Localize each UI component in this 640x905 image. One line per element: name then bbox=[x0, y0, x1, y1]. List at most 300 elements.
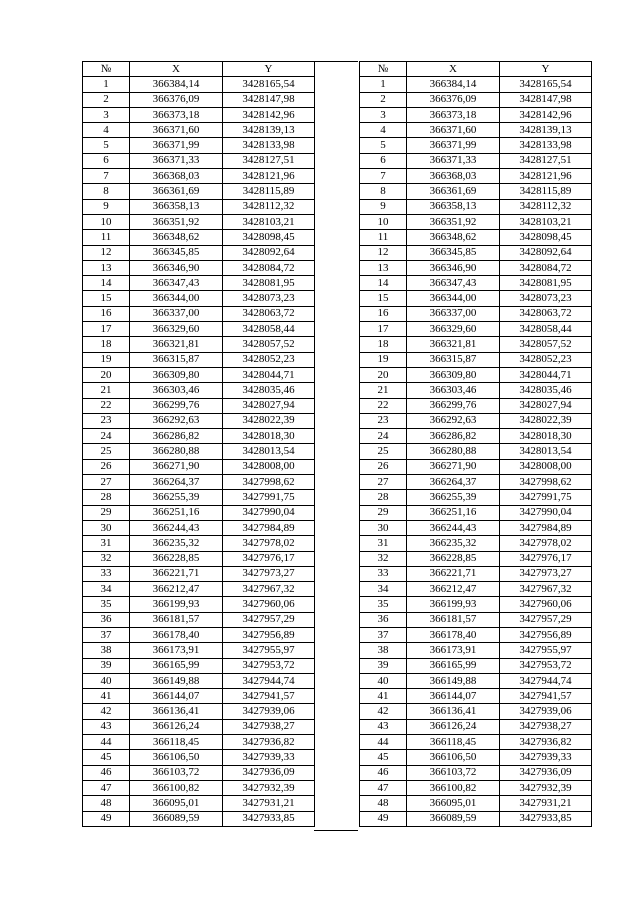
cell-x: 366181,57 bbox=[130, 612, 223, 627]
cell-y: 3427938,27 bbox=[500, 719, 592, 734]
cell-y: 3428013,54 bbox=[500, 444, 592, 459]
cell-y: 3428035,46 bbox=[500, 383, 592, 398]
cell-number: 37 bbox=[360, 627, 407, 642]
table-row bbox=[360, 291, 592, 306]
cell-number: 22 bbox=[83, 398, 130, 413]
cell-x: 366103,72 bbox=[130, 765, 223, 780]
cell-y: 3428058,44 bbox=[500, 322, 592, 337]
cell-number: 13 bbox=[83, 260, 130, 275]
table-header-row bbox=[360, 62, 592, 77]
cell-x: 366371,99 bbox=[407, 138, 500, 153]
cell-x: 366347,43 bbox=[407, 276, 500, 291]
cell-number: 30 bbox=[83, 520, 130, 535]
cell-number: 32 bbox=[83, 551, 130, 566]
table-row bbox=[83, 276, 315, 291]
cell-number: 38 bbox=[83, 643, 130, 658]
table-row bbox=[360, 658, 592, 673]
table-row bbox=[360, 398, 592, 413]
cell-number: 8 bbox=[83, 184, 130, 199]
cell-y: 3428027,94 bbox=[223, 398, 315, 413]
cell-y: 3427984,89 bbox=[500, 520, 592, 535]
cell-y: 3428165,54 bbox=[223, 77, 315, 92]
coordinates-table-right bbox=[359, 61, 592, 827]
cell-number: 24 bbox=[360, 429, 407, 444]
cell-number: 20 bbox=[360, 367, 407, 382]
cell-x: 366303,46 bbox=[407, 383, 500, 398]
cell-x: 366228,85 bbox=[130, 551, 223, 566]
cell-y: 3428057,52 bbox=[223, 337, 315, 352]
cell-x: 366299,76 bbox=[130, 398, 223, 413]
table-row bbox=[83, 444, 315, 459]
cell-x: 366126,24 bbox=[130, 719, 223, 734]
cell-y: 3428121,96 bbox=[500, 169, 592, 184]
cell-y: 3428142,96 bbox=[223, 107, 315, 122]
cell-number: 26 bbox=[360, 459, 407, 474]
cell-x: 366100,82 bbox=[130, 780, 223, 795]
cell-number: 21 bbox=[83, 383, 130, 398]
cell-x: 366373,18 bbox=[130, 107, 223, 122]
table-row bbox=[360, 704, 592, 719]
table-row bbox=[83, 780, 315, 795]
cell-x: 366118,45 bbox=[130, 735, 223, 750]
cell-number: 49 bbox=[360, 811, 407, 826]
cell-y: 3428084,72 bbox=[223, 260, 315, 275]
table-row bbox=[360, 367, 592, 382]
cell-y: 3428103,21 bbox=[500, 214, 592, 229]
cell-y: 3427976,17 bbox=[223, 551, 315, 566]
cell-y: 3428073,23 bbox=[223, 291, 315, 306]
table-row bbox=[83, 352, 315, 367]
table-row bbox=[83, 536, 315, 551]
cell-y: 3427967,32 bbox=[223, 582, 315, 597]
cell-number: 34 bbox=[360, 582, 407, 597]
cell-x: 366361,69 bbox=[130, 184, 223, 199]
table-row bbox=[360, 153, 592, 168]
cell-y: 3427998,62 bbox=[500, 475, 592, 490]
table-row bbox=[360, 92, 592, 107]
cell-number: 36 bbox=[360, 612, 407, 627]
table-row bbox=[83, 551, 315, 566]
cell-number: 17 bbox=[360, 322, 407, 337]
table-row bbox=[360, 612, 592, 627]
cell-x: 366358,13 bbox=[407, 199, 500, 214]
cell-number: 49 bbox=[83, 811, 130, 826]
table-row bbox=[360, 123, 592, 138]
cell-y: 3427991,75 bbox=[223, 490, 315, 505]
cell-x: 366286,82 bbox=[407, 429, 500, 444]
cell-x: 366100,82 bbox=[407, 780, 500, 795]
cell-x: 366315,87 bbox=[407, 352, 500, 367]
cell-number: 21 bbox=[360, 383, 407, 398]
table-row bbox=[83, 337, 315, 352]
cell-x: 366321,81 bbox=[407, 337, 500, 352]
cell-x: 366199,93 bbox=[407, 597, 500, 612]
table-body bbox=[83, 77, 315, 827]
cell-y: 3427936,09 bbox=[500, 765, 592, 780]
cell-y: 3428098,45 bbox=[223, 230, 315, 245]
cell-y: 3428035,46 bbox=[223, 383, 315, 398]
cell-number: 45 bbox=[83, 750, 130, 765]
cell-number: 25 bbox=[83, 444, 130, 459]
cell-number: 3 bbox=[83, 107, 130, 122]
cell-number: 42 bbox=[83, 704, 130, 719]
cell-y: 3427978,02 bbox=[500, 536, 592, 551]
cell-x: 366344,00 bbox=[130, 291, 223, 306]
cell-number: 16 bbox=[360, 306, 407, 321]
cell-y: 3428139,13 bbox=[223, 123, 315, 138]
cell-y: 3427953,72 bbox=[223, 658, 315, 673]
cell-y: 3428092,64 bbox=[223, 245, 315, 260]
cell-x: 366165,99 bbox=[407, 658, 500, 673]
cell-y: 3428139,13 bbox=[500, 123, 592, 138]
cell-x: 366309,80 bbox=[130, 367, 223, 382]
cell-number: 5 bbox=[360, 138, 407, 153]
cell-y: 3428022,39 bbox=[223, 413, 315, 428]
table-row bbox=[360, 352, 592, 367]
header-y: Y bbox=[223, 62, 315, 77]
cell-x: 366368,03 bbox=[130, 169, 223, 184]
cell-number: 23 bbox=[360, 413, 407, 428]
cell-number: 18 bbox=[360, 337, 407, 352]
cell-x: 366351,92 bbox=[130, 214, 223, 229]
cell-number: 19 bbox=[83, 352, 130, 367]
table-row bbox=[83, 429, 315, 444]
cell-y: 3428165,54 bbox=[500, 77, 592, 92]
cell-x: 366280,88 bbox=[130, 444, 223, 459]
header-number: № bbox=[83, 62, 130, 77]
table-row bbox=[83, 704, 315, 719]
table-row bbox=[360, 520, 592, 535]
table-row bbox=[83, 77, 315, 92]
cell-number: 44 bbox=[360, 735, 407, 750]
cell-number: 14 bbox=[360, 276, 407, 291]
cell-number: 27 bbox=[83, 475, 130, 490]
cell-number: 24 bbox=[83, 429, 130, 444]
cell-y: 3427932,39 bbox=[500, 780, 592, 795]
cell-y: 3427990,04 bbox=[500, 505, 592, 520]
cell-x: 366329,60 bbox=[130, 322, 223, 337]
cell-number: 4 bbox=[360, 123, 407, 138]
cell-x: 366255,39 bbox=[407, 490, 500, 505]
table-row bbox=[360, 429, 592, 444]
cell-y: 3427939,06 bbox=[223, 704, 315, 719]
cell-x: 366376,09 bbox=[130, 92, 223, 107]
cell-number: 47 bbox=[83, 780, 130, 795]
table-row bbox=[360, 490, 592, 505]
cell-y: 3428018,30 bbox=[223, 429, 315, 444]
cell-number: 37 bbox=[83, 627, 130, 642]
table-row bbox=[360, 77, 592, 92]
table-row bbox=[83, 291, 315, 306]
cell-number: 38 bbox=[360, 643, 407, 658]
cell-x: 366126,24 bbox=[407, 719, 500, 734]
cell-y: 3427955,97 bbox=[500, 643, 592, 658]
table-row bbox=[360, 199, 592, 214]
cell-number: 47 bbox=[360, 780, 407, 795]
cell-number: 46 bbox=[83, 765, 130, 780]
table-row bbox=[83, 627, 315, 642]
table-row bbox=[83, 735, 315, 750]
cell-x: 366347,43 bbox=[130, 276, 223, 291]
cell-number: 31 bbox=[360, 536, 407, 551]
cell-number: 18 bbox=[83, 337, 130, 352]
cell-y: 3427939,06 bbox=[500, 704, 592, 719]
cell-number: 4 bbox=[83, 123, 130, 138]
cell-y: 3428044,71 bbox=[500, 367, 592, 382]
table-row bbox=[360, 169, 592, 184]
cell-x: 366264,37 bbox=[130, 475, 223, 490]
cell-y: 3428133,98 bbox=[500, 138, 592, 153]
cell-number: 33 bbox=[83, 566, 130, 581]
cell-number: 48 bbox=[83, 796, 130, 811]
cell-number: 27 bbox=[360, 475, 407, 490]
cell-x: 366221,71 bbox=[130, 566, 223, 581]
table-row bbox=[83, 505, 315, 520]
cell-number: 30 bbox=[360, 520, 407, 535]
cell-y: 3427941,57 bbox=[223, 689, 315, 704]
cell-y: 3428127,51 bbox=[223, 153, 315, 168]
cell-y: 3428092,64 bbox=[500, 245, 592, 260]
table-row bbox=[83, 107, 315, 122]
cell-y: 3428115,89 bbox=[223, 184, 315, 199]
cell-x: 366173,91 bbox=[130, 643, 223, 658]
cell-x: 366384,14 bbox=[130, 77, 223, 92]
cell-y: 3428112,32 bbox=[500, 199, 592, 214]
cell-x: 366199,93 bbox=[130, 597, 223, 612]
cell-y: 3428052,23 bbox=[223, 352, 315, 367]
cell-number: 22 bbox=[360, 398, 407, 413]
cell-y: 3427957,29 bbox=[223, 612, 315, 627]
cell-y: 3428127,51 bbox=[500, 153, 592, 168]
table-row bbox=[83, 383, 315, 398]
cell-number: 2 bbox=[360, 92, 407, 107]
cell-x: 366271,90 bbox=[407, 459, 500, 474]
cell-x: 366089,59 bbox=[407, 811, 500, 826]
cell-x: 366271,90 bbox=[130, 459, 223, 474]
table-row bbox=[360, 260, 592, 275]
table-row bbox=[360, 107, 592, 122]
cell-x: 366106,50 bbox=[130, 750, 223, 765]
cell-y: 3427960,06 bbox=[500, 597, 592, 612]
cell-y: 3428063,72 bbox=[500, 306, 592, 321]
cell-y: 3427973,27 bbox=[500, 566, 592, 581]
cell-number: 16 bbox=[83, 306, 130, 321]
cell-y: 3427998,62 bbox=[223, 475, 315, 490]
cell-y: 3428147,98 bbox=[500, 92, 592, 107]
cell-x: 366286,82 bbox=[130, 429, 223, 444]
cell-x: 366292,63 bbox=[407, 413, 500, 428]
cell-x: 366118,45 bbox=[407, 735, 500, 750]
cell-number: 46 bbox=[360, 765, 407, 780]
table-row bbox=[83, 750, 315, 765]
table-row bbox=[83, 199, 315, 214]
table-row bbox=[83, 245, 315, 260]
cell-y: 3428098,45 bbox=[500, 230, 592, 245]
cell-x: 366144,07 bbox=[407, 689, 500, 704]
cell-x: 366244,43 bbox=[407, 520, 500, 535]
cell-x: 366212,47 bbox=[130, 582, 223, 597]
table-row bbox=[83, 475, 315, 490]
cell-number: 31 bbox=[83, 536, 130, 551]
cell-x: 366351,92 bbox=[407, 214, 500, 229]
table-row bbox=[83, 413, 315, 428]
cell-x: 366244,43 bbox=[130, 520, 223, 535]
cell-y: 3428057,52 bbox=[500, 337, 592, 352]
table-row bbox=[83, 459, 315, 474]
cell-x: 366095,01 bbox=[407, 796, 500, 811]
table-row bbox=[83, 796, 315, 811]
cell-number: 36 bbox=[83, 612, 130, 627]
cell-x: 366221,71 bbox=[407, 566, 500, 581]
cell-x: 366345,85 bbox=[130, 245, 223, 260]
cell-number: 43 bbox=[83, 719, 130, 734]
table-row bbox=[360, 627, 592, 642]
table-row bbox=[83, 306, 315, 321]
table-row bbox=[360, 536, 592, 551]
cell-x: 366228,85 bbox=[407, 551, 500, 566]
table-row bbox=[360, 184, 592, 199]
cell-y: 3427976,17 bbox=[500, 551, 592, 566]
cell-x: 366136,41 bbox=[130, 704, 223, 719]
cell-y: 3428058,44 bbox=[223, 322, 315, 337]
table-row bbox=[83, 153, 315, 168]
table-row bbox=[83, 214, 315, 229]
table-row bbox=[360, 459, 592, 474]
cell-number: 26 bbox=[83, 459, 130, 474]
table-row bbox=[83, 811, 315, 826]
cell-x: 366321,81 bbox=[130, 337, 223, 352]
cell-number: 20 bbox=[83, 367, 130, 382]
cell-number: 25 bbox=[360, 444, 407, 459]
table-row bbox=[83, 123, 315, 138]
table-row bbox=[83, 612, 315, 627]
cell-y: 3427933,85 bbox=[500, 811, 592, 826]
table-row bbox=[360, 475, 592, 490]
cell-y: 3428008,00 bbox=[223, 459, 315, 474]
cell-x: 366371,60 bbox=[407, 123, 500, 138]
cell-x: 366346,90 bbox=[407, 260, 500, 275]
cell-x: 366255,39 bbox=[130, 490, 223, 505]
table-row bbox=[83, 367, 315, 382]
cell-y: 3427939,33 bbox=[500, 750, 592, 765]
cell-x: 366299,76 bbox=[407, 398, 500, 413]
cell-x: 366345,85 bbox=[407, 245, 500, 260]
cell-y: 3427944,74 bbox=[500, 673, 592, 688]
table-row bbox=[360, 566, 592, 581]
table-row bbox=[360, 444, 592, 459]
table-row bbox=[83, 322, 315, 337]
table-row bbox=[83, 169, 315, 184]
cell-x: 366212,47 bbox=[407, 582, 500, 597]
table-row bbox=[83, 673, 315, 688]
cell-number: 7 bbox=[360, 169, 407, 184]
cell-number: 29 bbox=[83, 505, 130, 520]
cell-number: 39 bbox=[360, 658, 407, 673]
table-row bbox=[360, 673, 592, 688]
cell-y: 3428115,89 bbox=[500, 184, 592, 199]
table-row bbox=[360, 413, 592, 428]
cell-y: 3428081,95 bbox=[223, 276, 315, 291]
table-row bbox=[360, 765, 592, 780]
cell-y: 3427933,85 bbox=[223, 811, 315, 826]
cell-x: 366361,69 bbox=[407, 184, 500, 199]
cell-y: 3428112,32 bbox=[223, 199, 315, 214]
header-x: X bbox=[407, 62, 500, 77]
cell-number: 12 bbox=[360, 245, 407, 260]
cell-y: 3428063,72 bbox=[223, 306, 315, 321]
table-row bbox=[83, 582, 315, 597]
table-row bbox=[83, 566, 315, 581]
table-row bbox=[360, 643, 592, 658]
cell-x: 366165,99 bbox=[130, 658, 223, 673]
cell-x: 366089,59 bbox=[130, 811, 223, 826]
table-row bbox=[360, 582, 592, 597]
table-row bbox=[83, 719, 315, 734]
cell-y: 3428027,94 bbox=[500, 398, 592, 413]
cell-number: 40 bbox=[83, 673, 130, 688]
cell-number: 6 bbox=[360, 153, 407, 168]
table-row bbox=[360, 719, 592, 734]
cell-x: 366309,80 bbox=[407, 367, 500, 382]
cell-number: 1 bbox=[360, 77, 407, 92]
table-header-row bbox=[83, 62, 315, 77]
table-row bbox=[83, 260, 315, 275]
header-x: X bbox=[130, 62, 223, 77]
cell-number: 42 bbox=[360, 704, 407, 719]
cell-x: 366149,88 bbox=[407, 673, 500, 688]
cell-x: 366348,62 bbox=[407, 230, 500, 245]
cell-number: 39 bbox=[83, 658, 130, 673]
cell-y: 3427932,39 bbox=[223, 780, 315, 795]
cell-x: 366358,13 bbox=[130, 199, 223, 214]
cell-x: 366251,16 bbox=[407, 505, 500, 520]
table-gap bbox=[314, 61, 358, 831]
cell-number: 41 bbox=[83, 689, 130, 704]
cell-y: 3427936,82 bbox=[223, 735, 315, 750]
cell-number: 7 bbox=[83, 169, 130, 184]
table-row bbox=[360, 230, 592, 245]
cell-number: 2 bbox=[83, 92, 130, 107]
cell-x: 366178,40 bbox=[407, 627, 500, 642]
table-row bbox=[360, 780, 592, 795]
cell-y: 3427967,32 bbox=[500, 582, 592, 597]
table-row bbox=[360, 597, 592, 612]
cell-x: 366303,46 bbox=[130, 383, 223, 398]
cell-x: 366292,63 bbox=[130, 413, 223, 428]
cell-y: 3427990,04 bbox=[223, 505, 315, 520]
cell-x: 366371,33 bbox=[130, 153, 223, 168]
cell-x: 366371,33 bbox=[407, 153, 500, 168]
cell-x: 366264,37 bbox=[407, 475, 500, 490]
cell-x: 366149,88 bbox=[130, 673, 223, 688]
cell-x: 366235,32 bbox=[407, 536, 500, 551]
cell-y: 3427956,89 bbox=[223, 627, 315, 642]
cell-number: 11 bbox=[83, 230, 130, 245]
cell-y: 3427984,89 bbox=[223, 520, 315, 535]
cell-number: 10 bbox=[83, 214, 130, 229]
cell-y: 3428022,39 bbox=[500, 413, 592, 428]
table-row bbox=[360, 689, 592, 704]
cell-x: 366368,03 bbox=[407, 169, 500, 184]
cell-number: 41 bbox=[360, 689, 407, 704]
cell-y: 3428142,96 bbox=[500, 107, 592, 122]
cell-x: 366315,87 bbox=[130, 352, 223, 367]
cell-number: 14 bbox=[83, 276, 130, 291]
cell-x: 366178,40 bbox=[130, 627, 223, 642]
header-y: Y bbox=[500, 62, 592, 77]
cell-y: 3427960,06 bbox=[223, 597, 315, 612]
cell-y: 3427931,21 bbox=[500, 796, 592, 811]
